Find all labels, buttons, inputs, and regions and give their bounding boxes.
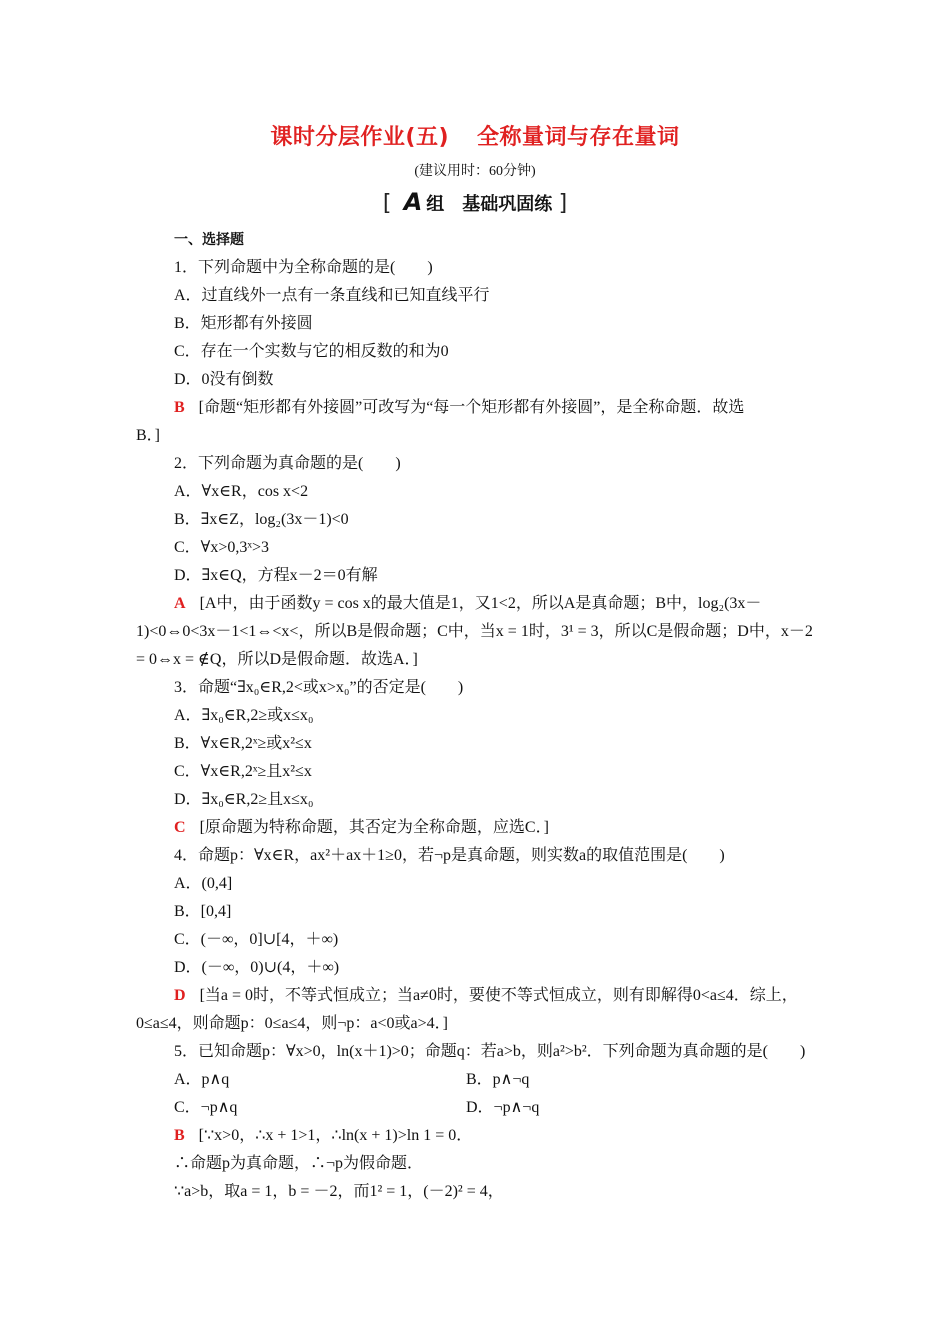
text-line — [136, 450, 816, 478]
text-line — [136, 1094, 816, 1122]
line-text: A．(0,4] — [174, 875, 233, 892]
page-title — [0, 120, 950, 151]
text-line — [136, 814, 816, 842]
line-text: C．(－∞，0]∪[4，＋∞) — [174, 931, 339, 948]
answer-label: C — [174, 819, 186, 836]
text-line — [136, 898, 816, 926]
group-bracket-close: ] — [558, 191, 568, 216]
line-text: A．p∧q — [174, 1071, 230, 1088]
group-letter: A — [403, 188, 423, 216]
line-text: [当a = 0时，不等式恒成立；当a≠0时，要使不等式恒成立，则有即解得0<a≤4．综上， — [199, 987, 798, 1004]
line-text: 2．下列命题为真命题的是( ) — [174, 455, 401, 472]
title-part2: 全称量词与存在量词 — [477, 125, 680, 150]
text-line — [136, 926, 816, 954]
line-text: ∴命题p为真命题，∴¬p为假命题． — [174, 1155, 424, 1172]
text-line — [136, 226, 816, 254]
text-line — [136, 506, 816, 534]
text-line — [136, 618, 816, 646]
line-text: B．∃x∈Z，log₂(3x－1)<0 — [174, 511, 349, 528]
text-line — [136, 422, 816, 450]
title-part1: 课时分层作业(五) — [270, 125, 450, 150]
text-line — [136, 758, 816, 786]
text-line — [136, 1178, 816, 1206]
line-text: 5．已知命题p：∀x>0，ln(x＋1)>0；命题q：若a>b，则a²>b²．下列命题为真命题的是( ) — [174, 1043, 806, 1060]
line-text: 一、选择题 — [174, 232, 244, 248]
text-line — [136, 842, 816, 870]
line-text: C．存在一个实数与它的相反数的和为0 — [174, 343, 449, 360]
text-line — [136, 282, 816, 310]
group-label: 组 — [426, 194, 445, 215]
text-line — [136, 590, 816, 618]
text-line — [136, 1066, 816, 1094]
line-text: [命题“矩形都有外接圆”可改写为“每一个矩形都有外接圆”，是全称命题．故选 — [198, 399, 745, 416]
line-text: ∵a>b，取a = 1，b = －2，而1² = 1，(－2)² = 4， — [174, 1183, 504, 1200]
text-line — [136, 1010, 816, 1038]
document-body — [136, 226, 816, 1206]
text-line — [136, 1122, 816, 1150]
text-line — [136, 366, 816, 394]
group-name: 基础巩固练 — [462, 194, 553, 215]
line-text: 4．命题p：∀x∈R，ax²＋ax＋1≥0，若¬p是真命题，则实数a的取值范围是( ) — [174, 847, 725, 864]
option-text: D．¬p∧¬q — [466, 1099, 540, 1116]
line-text: B．[0,4] — [174, 903, 232, 920]
line-text: [A中，由于函数y = cos x的最大值是1，又1<2，所以A是真命题；B中，log₂(3x－ — [199, 595, 762, 612]
text-line — [136, 870, 816, 898]
text-line — [136, 982, 816, 1010]
line-text: [∵x>0，∴x + 1>1，∴ln(x + 1)>ln 1 = 0． — [198, 1127, 473, 1144]
answer-label: B — [174, 399, 185, 416]
line-text: 1)<0⇔0<3x－1<1⇔<x<，所以B是假命题；C中，当x = 1时，3¹ = 3，所以C是假命题；D中，x－2 — [136, 623, 813, 640]
text-line — [136, 646, 816, 674]
text-line — [136, 1150, 816, 1178]
text-line — [136, 674, 816, 702]
text-line — [136, 954, 816, 982]
text-line — [136, 1038, 816, 1066]
line-text: B．矩形都有外接圆 — [174, 315, 313, 332]
line-text: A．过直线外一点有一条直线和已知直线平行 — [174, 287, 490, 304]
suggested-time: (建议用时：60分钟) — [414, 164, 536, 179]
line-text: = 0⇔x = ∉Q，所以D是假命题．故选A．] — [136, 651, 418, 668]
answer-label: D — [174, 987, 186, 1004]
text-line — [136, 730, 816, 758]
text-line — [136, 394, 816, 422]
option-text: B．p∧¬q — [466, 1071, 530, 1088]
line-text: D．∃x∈Q，方程x－2＝0有解 — [174, 567, 378, 584]
line-text: 1．下列命题中为全称命题的是( ) — [174, 259, 433, 276]
answer-label: B — [174, 1127, 185, 1144]
text-line — [136, 702, 816, 730]
line-text: C．¬p∧q — [174, 1099, 238, 1116]
line-text: D．∃x₀∈R,2≥且x≤x₀ — [174, 791, 314, 808]
line-text: 0≤a≤4，则命题p：0≤a≤4，则¬p：a<0或a>4．] — [136, 1015, 448, 1032]
text-line — [136, 562, 816, 590]
text-line — [136, 534, 816, 562]
line-text: C．∀x∈R,2ˣ≥且x²≤x — [174, 763, 312, 780]
group-bracket-open: [ — [382, 191, 392, 216]
answer-label: A — [174, 595, 186, 612]
text-line — [136, 786, 816, 814]
text-line — [136, 254, 816, 282]
text-line — [136, 478, 816, 506]
line-text: 3．命题“∃x₀∈R,2<或x>x₀”的否定是( ) — [174, 679, 464, 696]
line-text: D．(－∞，0)∪(4，＋∞) — [174, 959, 340, 976]
line-text: C．∀x>0,3ˣ>3 — [174, 539, 270, 556]
line-text: B．] — [136, 427, 161, 444]
text-line — [136, 338, 816, 366]
line-text: D．0没有倒数 — [174, 371, 274, 388]
line-text: A．∃x₀∈R,2≥或x≤x₀ — [174, 707, 314, 724]
group-header — [0, 188, 950, 216]
line-text: [原命题为特称命题，其否定为全称命题，应选C．] — [199, 819, 549, 836]
line-text: A．∀x∈R，cos x<2 — [174, 483, 309, 500]
line-text: B．∀x∈R,2ˣ≥或x²≤x — [174, 735, 312, 752]
text-line — [136, 310, 816, 338]
